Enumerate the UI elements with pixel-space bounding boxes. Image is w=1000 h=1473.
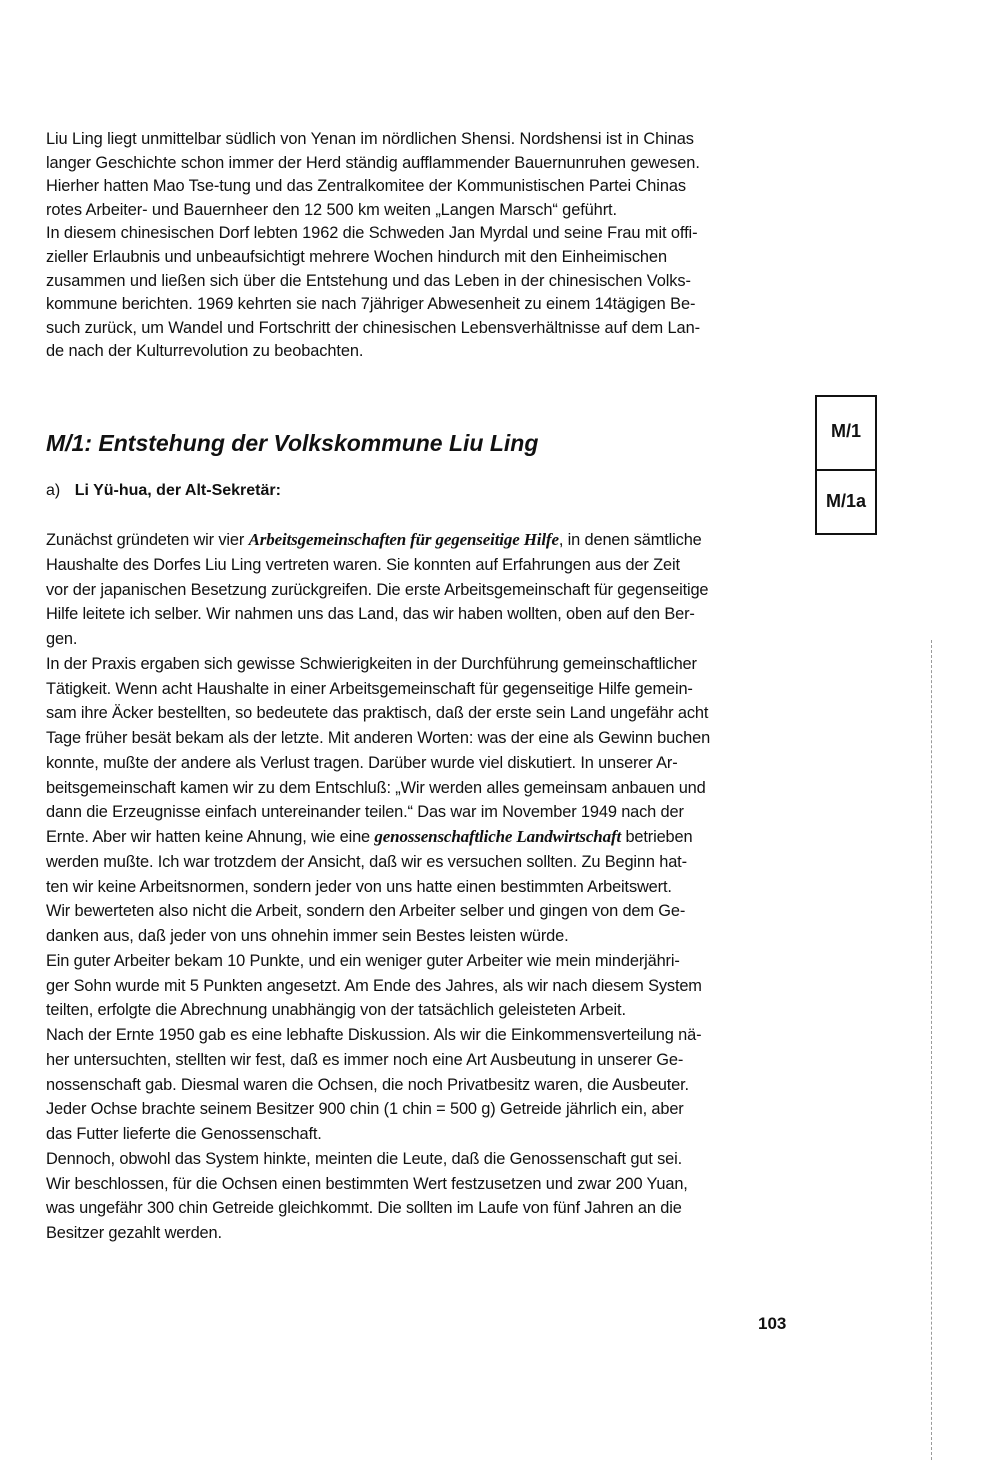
intro-line: Liu Ling liegt unmittelbar südlich von Yenan im nördlichen Shensi. Nordshensi ist in Chinas	[46, 130, 694, 148]
intro-line: langer Geschichte schon immer der Herd ständig aufflammender Bauernunruhen gewesen.	[46, 153, 700, 172]
material-label-m1a: M/1a	[825, 491, 867, 511]
speaker-name: Li Yü-hua, der Alt-Sekretär:	[74, 482, 281, 499]
body-line: Tätigkeit. Wenn acht Haushalte in einer Arbeitsgemeinschaft für gegenseitige Hilfe gemein-	[46, 679, 693, 698]
body-line: sam ihre Äcker bestellten, so bedeutete das praktisch, daß der erste sein Land ungefähr acht	[46, 704, 709, 723]
body-line-text: Ernte. Aber wir hatten keine Ahnung, wie eine	[46, 828, 375, 846]
body-line: werden mußte. Ich war trotzdem der Ansicht, daß wir es versuchen sollten. Zu Beginn hat-	[46, 852, 687, 871]
body-line: Haushalte des Dorfes Liu Ling vertreten waren. Sie konnten auf Erfahrungen aus der Zeit	[46, 555, 680, 574]
body-line	[46, 825, 800, 850]
body-line-text: , in denen sämtliche	[558, 531, 702, 549]
body-line: konnte, mußte der andere als Verlust tragen. Darüber wurde viel diskutiert. In unserer Ar-	[46, 753, 678, 772]
material-label-box	[815, 395, 877, 535]
body-line: Wir bewerteten also nicht die Arbeit, sondern den Arbeiter selber und gingen von dem Ge-	[46, 902, 686, 921]
material-label-m1: M/1	[830, 421, 861, 441]
page-number: 103	[758, 1314, 787, 1333]
intro-line: rotes Arbeiter- und Bauernheer den 12 500 km weiten „Langen Marsch“ geführt.	[46, 200, 617, 219]
body-line: teilten, erfolgte die Abrechnung unabhängig von der tatsächlich geleisteten Arbeit.	[46, 1001, 626, 1020]
intro-line: In diesem chinesischen Dorf lebten 1962 die Schweden Jan Myrdal und seine Frau mit offi-	[46, 224, 698, 243]
body-line: Ein guter Arbeiter bekam 10 Punkte, und ein weniger guter Arbeiter wie mein minderjähri-	[46, 951, 680, 970]
body-text	[46, 528, 800, 1246]
body-line: ten wir keine Arbeitsnormen, sondern jeder von uns hatte einen bestimmten Arbeitswert.	[46, 877, 672, 896]
box-divider	[817, 469, 875, 471]
body-line: Nach der Ernte 1950 gab es eine lebhafte Diskussion. Als wir die Einkommensverteilung nä-	[46, 1026, 702, 1044]
body-line: her untersuchten, stellten wir fest, daß es immer noch eine Art Ausbeutung in unserer Ge-	[46, 1050, 684, 1069]
body-line: In der Praxis ergaben sich gewisse Schwierigkeiten in der Durchführung gemeinschaftlicher	[46, 654, 697, 673]
body-line	[46, 528, 800, 553]
body-line: gen.	[46, 630, 78, 648]
body-line: Jeder Ochse brachte seinem Besitzer 900 chin (1 chin = 500 g) Getreide jährlich ein, aber	[46, 1100, 684, 1119]
body-line: ger Sohn wurde mit 5 Punkten angesetzt. Am Ende des Jahres, als wir nach diesem System	[46, 976, 702, 995]
speaker-heading	[46, 482, 281, 500]
body-line-text: Zunächst gründeten wir vier	[46, 531, 249, 549]
subsection-letter: a)	[46, 482, 61, 499]
scan-edge-line	[931, 640, 932, 1460]
intro-line: zieller Erlaubnis und unbeaufsichtigt mehrere Wochen hindurch mit den Einheimischen	[46, 247, 667, 266]
body-line: danken aus, daß jeder von uns ohnehin immer sein Bestes leisten würde.	[46, 927, 569, 945]
body-line: beitsgemeinschaft kamen wir zu dem Entschluß: „Wir werden alles gemeinsam anbauen und	[46, 778, 706, 797]
intro-line: kommune berichten. 1969 kehrten sie nach 7jähriger Abwesenheit zu einem 14tägigen Be-	[46, 295, 696, 314]
intro-line: zusammen und ließen sich über die Entstehung und das Leben in der chinesischen Volks-	[46, 271, 691, 290]
body-line: vor der japanischen Besetzung zurückgreifen. Die erste Arbeitsgemeinschaft für gegenseitige	[46, 580, 709, 599]
body-line: das Futter lieferte die Genossenschaft.	[46, 1125, 322, 1143]
section-title: M/1: Entstehung der Volkskommune Liu Ling	[46, 430, 539, 456]
body-line: Hilfe leitete ich selber. Wir nahmen uns das Land, das wir haben wollten, oben auf den Ber-	[46, 605, 695, 624]
emphasized-term: genossenschaftliche Landwirtschaft	[374, 827, 622, 846]
intro-line: such zurück, um Wandel und Fortschritt der chinesischen Lebensverhältnisse auf dem Lan-	[46, 318, 700, 337]
body-line: Besitzer gezahlt werden.	[46, 1224, 222, 1242]
body-line: dann die Erzeugnisse einfach untereinander teilen.“ Das war im November 1949 nach der	[46, 803, 684, 822]
intro-line: de nach der Kulturrevolution zu beobachten.	[46, 342, 364, 361]
body-line: Wir beschlossen, für die Ochsen einen bestimmten Wert festzusetzen und zwar 200 Yuan,	[46, 1174, 688, 1193]
intro-line: Hierher hatten Mao Tse-tung und das Zentralkomitee der Kommunistischen Partei Chinas	[46, 177, 686, 196]
intro-paragraph	[46, 128, 796, 364]
body-line: was ungefähr 300 chin Getreide gleichkommt. Die sollten im Laufe von fünf Jahren an die	[46, 1199, 682, 1218]
body-line: Dennoch, obwohl das System hinkte, meinten die Leute, daß die Genossenschaft gut sei.	[46, 1149, 682, 1168]
body-line-text: betrieben	[621, 828, 693, 846]
body-line: nossenschaft gab. Diesmal waren die Ochsen, die noch Privatbesitz waren, die Ausbeuter.	[46, 1075, 689, 1094]
body-line: Tage früher besät bekam als der letzte. Mit anderen Worten: was der eine als Gewinn buchen	[46, 729, 711, 747]
emphasized-term: Arbeitsgemeinschaften für gegenseitige Hilfe	[248, 530, 559, 549]
